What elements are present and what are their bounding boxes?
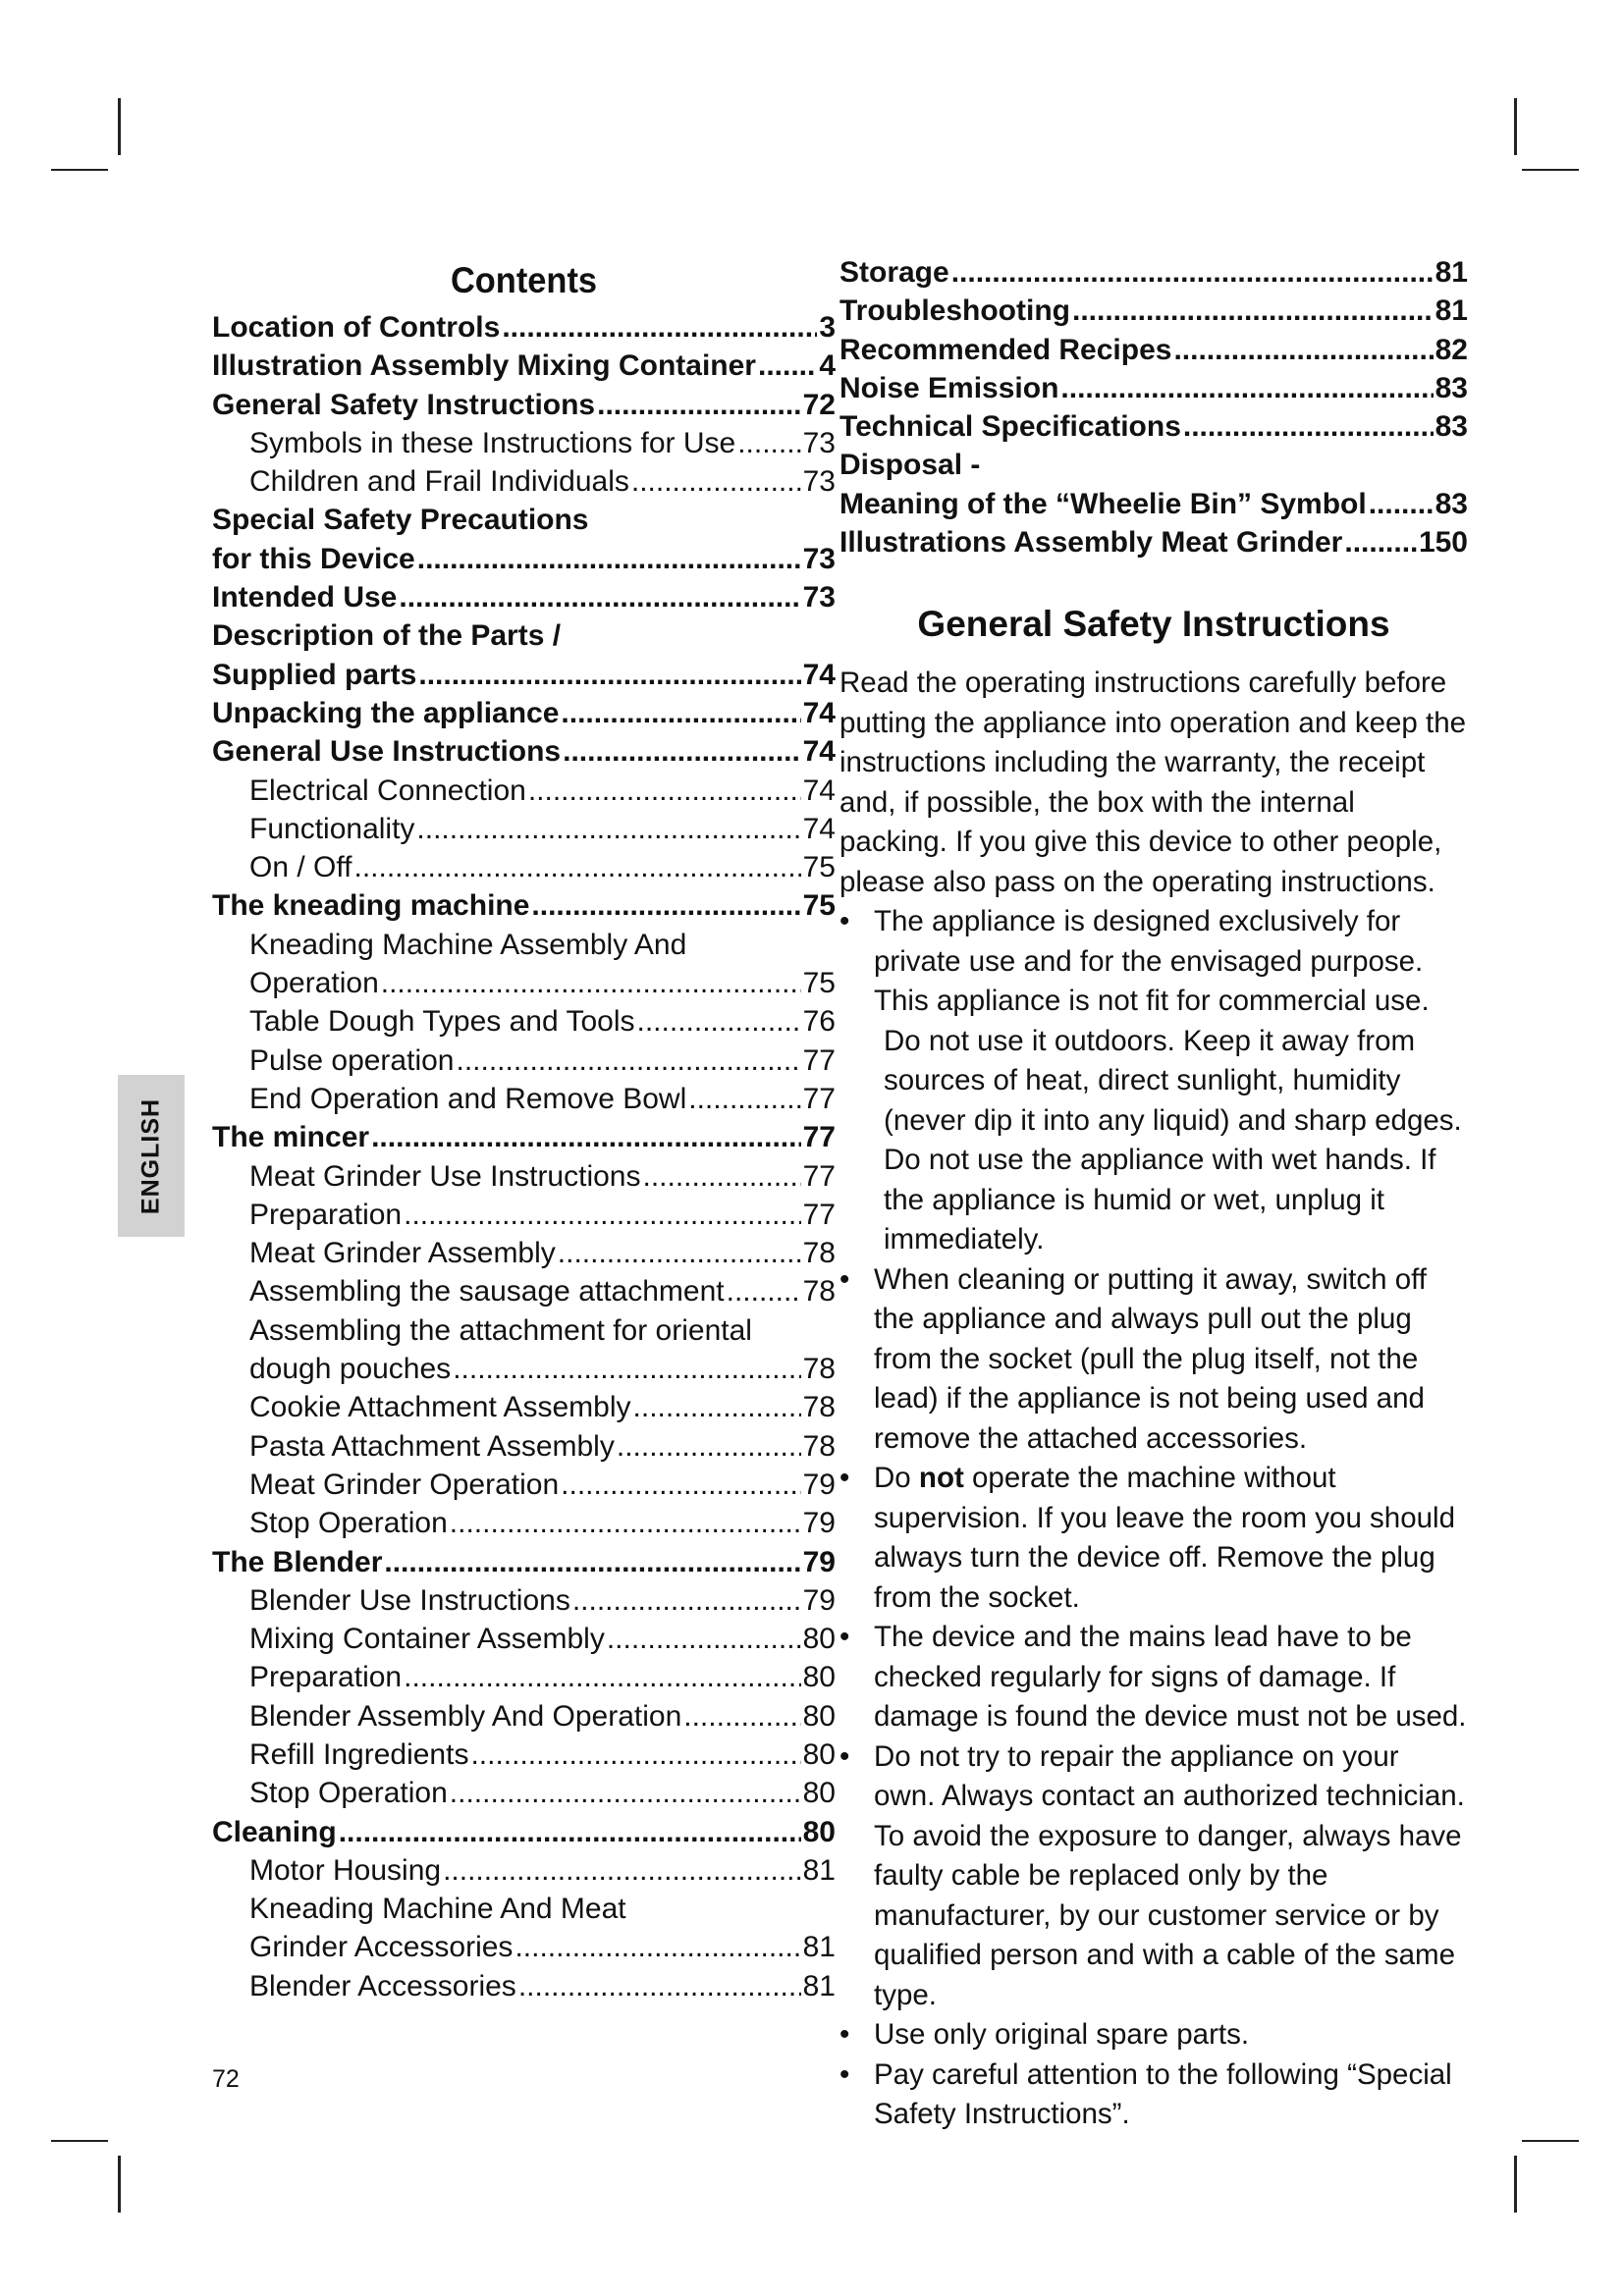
toc-entry-page: 77 [802, 1159, 836, 1193]
toc-dot-leader [951, 253, 1434, 292]
safety-bullet: • Use only original spare parts. [839, 2015, 1468, 2056]
toc-entry-title: Intended Use [212, 581, 398, 614]
toc-entry-page: 81 [802, 1931, 836, 1964]
toc-entry-page: 74 [802, 696, 836, 729]
toc-entry-page: 80 [802, 1623, 836, 1656]
toc-entry-page: 73 [802, 426, 836, 459]
toc-entry [212, 1543, 836, 1581]
toc-entry-page: 75 [802, 851, 836, 884]
toc-dot-leader [637, 1002, 801, 1041]
toc-entry-page: 80 [802, 1699, 836, 1733]
toc-entry [212, 1774, 836, 1812]
toc-entry-title: Blender Use Instructions [249, 1583, 570, 1617]
crop-mark [51, 2140, 108, 2142]
safety-bullet: • Do not try to repair the appliance on your own. Always contact an authorized technician. To avoid the exposure to danger, always have faulty cable be replaced only by the manufacturer, by our customer service or by qualified person and with a cable of the same type. [839, 1737, 1468, 2016]
toc-entry-title: Meat Grinder Assembly [249, 1237, 556, 1270]
toc-entry [212, 1234, 836, 1272]
toc-entry [212, 616, 836, 655]
toc-entry-page: 77 [802, 1198, 836, 1231]
toc-entry-page: 77 [802, 1043, 836, 1077]
toc-entry [212, 462, 836, 501]
toc-entry [839, 292, 1468, 330]
toc-entry-title: Assembling the attachment for oriental [249, 1313, 752, 1347]
toc-entry-title: Pulse operation [249, 1043, 455, 1077]
toc-entry [839, 253, 1468, 292]
safety-bullet-text: Do [874, 1462, 911, 1495]
safety-bullet: • The device and the mains lead have to be checked regularly for signs of damage. If damage is found the device must not be used. [839, 1618, 1468, 1737]
safety-bullet [839, 902, 1468, 1260]
toc-dot-leader [572, 1581, 801, 1620]
toc-entry-page: 80 [802, 1661, 836, 1694]
toc-dot-leader [617, 1427, 801, 1466]
toc-dot-leader [727, 1272, 801, 1310]
toc-entry [212, 1890, 836, 1928]
toc-entry [212, 1196, 836, 1234]
toc-dot-leader [456, 1041, 800, 1080]
toc-dot-leader [514, 1928, 800, 1966]
toc-entry-title: The kneading machine [212, 889, 530, 923]
toc-entry-title: The Blender [212, 1545, 383, 1578]
toc-entry-title: Electrical Connection [249, 774, 526, 807]
crop-mark [1514, 98, 1517, 155]
toc-entry [212, 1851, 836, 1890]
toc-entry [212, 926, 836, 964]
toc-entry-page: 78 [802, 1275, 836, 1308]
toc-entry-page: 81 [1435, 294, 1468, 328]
toc-entry-title: Disposal - [839, 449, 981, 482]
safety-bullet-emphasis: not [918, 1462, 964, 1495]
toc-entry-title: Troubleshooting [839, 294, 1070, 328]
toc-dot-leader [381, 964, 801, 1002]
toc-dot-leader [1369, 485, 1434, 523]
toc-dot-leader [399, 578, 800, 616]
toc-dot-leader [563, 732, 801, 771]
toc-entry-page: 72 [802, 388, 836, 421]
toc-entry [212, 732, 836, 771]
toc-dot-leader [528, 772, 801, 810]
toc-dot-leader [417, 540, 801, 578]
contents-title: Contents [450, 260, 598, 300]
toc-entry-page: 74 [802, 774, 836, 807]
toc-dot-leader [683, 1697, 800, 1735]
toc-entry [212, 772, 836, 810]
toc-entry [839, 523, 1468, 561]
toc-entry-title: Table Dough Types and Tools [249, 1005, 635, 1039]
toc-dot-leader [688, 1080, 800, 1118]
toc-dot-leader [631, 462, 801, 501]
toc-entry-title: Technical Specifications [839, 410, 1181, 444]
toc-entry [212, 1504, 836, 1542]
toc-dot-leader [371, 1118, 801, 1156]
toc-entry-title: Refill Ingredients [249, 1737, 469, 1771]
toc-entry-title: On / Off [249, 851, 352, 884]
toc-entry-title: The mincer [212, 1121, 370, 1154]
toc-entry-page: 83 [1435, 371, 1468, 404]
toc-entry [212, 386, 836, 424]
toc-entry [212, 1813, 836, 1851]
toc-dot-leader [384, 1543, 800, 1581]
toc-entry [212, 1427, 836, 1466]
toc-entry-title: Meaning of the “Wheelie Bin” Symbol [839, 487, 1367, 520]
toc-entry [212, 810, 836, 848]
toc-entry [212, 1041, 836, 1080]
toc-entry [212, 694, 836, 732]
toc-entry-page: 82 [1435, 333, 1468, 366]
toc-dot-leader [558, 1234, 801, 1272]
language-tab [118, 1075, 185, 1237]
toc-entry-page: 77 [802, 1082, 836, 1115]
toc-dot-leader [642, 1157, 800, 1196]
toc-entry-page: 83 [1435, 410, 1468, 444]
page-number: 72 [212, 2065, 240, 2093]
safety-bullet: • Pay careful attention to the following “Special Safety Instructions”. [839, 2056, 1468, 2135]
toc-entry-page: 79 [802, 1507, 836, 1540]
toc-entry-page: 83 [1435, 487, 1468, 520]
toc-entry-title: Symbols in these Instructions for Use [249, 426, 736, 459]
toc-entry [212, 1272, 836, 1310]
toc-entry-title: Operation [249, 967, 379, 1000]
toc-dot-leader [354, 848, 801, 886]
toc-entry-page: 76 [802, 1005, 836, 1039]
crop-mark [1522, 2140, 1579, 2142]
toc-entry-title: for this Device [212, 542, 415, 575]
toc-entry [212, 424, 836, 462]
toc-dot-leader [633, 1388, 801, 1426]
toc-entry-page: 75 [802, 889, 836, 923]
toc-entry [212, 1581, 836, 1620]
crop-mark [118, 98, 121, 155]
contents-column [212, 253, 836, 2005]
crop-mark [1514, 2156, 1517, 2213]
toc-entry-page: 78 [802, 1429, 836, 1463]
safety-section-title: General Safety Instructions [917, 604, 1390, 645]
safety-intro: Read the operating instructions carefully before putting the appliance into operation and keep the instructions including the warranty, the receipt and, if possible, the box with the internal packing. If you give this device to other people, please also pass on the operating instructions. [839, 667, 1467, 898]
safety-bullet-list [839, 902, 1468, 2135]
crop-mark [118, 2156, 121, 2213]
toc-dot-leader [561, 1466, 800, 1504]
toc-entry-page: 73 [802, 581, 836, 614]
toc-entry-page: 78 [802, 1353, 836, 1386]
toc-dot-leader [470, 1735, 800, 1774]
toc-dot-leader [758, 347, 817, 385]
toc-entry-title: General Safety Instructions [212, 388, 596, 421]
toc-entry [212, 1466, 836, 1504]
toc-entry-title: Meat Grinder Operation [249, 1468, 560, 1501]
toc-entry-page: 79 [802, 1545, 836, 1578]
toc-entry-page: 81 [802, 1969, 836, 2002]
right-column [839, 253, 1468, 2135]
toc-entry [212, 501, 836, 539]
toc-entry-page: 4 [819, 349, 836, 383]
toc-entry-title: Kneading Machine And Meat [249, 1893, 626, 1926]
toc-entry-title: Illustration Assembly Mixing Container [212, 349, 756, 383]
toc-entry [212, 1967, 836, 2005]
contents-list [212, 308, 836, 2005]
toc-entry [212, 1350, 836, 1388]
toc-dot-leader [1060, 369, 1433, 407]
toc-entry-title: Description of the Parts / [212, 619, 562, 653]
toc-entry-page: 80 [802, 1815, 836, 1848]
toc-entry-page: 79 [802, 1583, 836, 1617]
toc-entry [212, 540, 836, 578]
toc-entry [212, 1002, 836, 1041]
toc-entry-title: Kneading Machine Assembly And [249, 928, 687, 961]
toc-dot-leader [1072, 292, 1434, 330]
toc-entry-title: Unpacking the appliance [212, 696, 560, 729]
crop-mark [1522, 169, 1579, 171]
safety-bullet-text: The appliance is designed exclusively for private use and for the envisaged purpose. This appliance is not fit for commercial use. [874, 905, 1430, 1018]
toc-entry [212, 578, 836, 616]
toc-dot-leader [404, 1658, 801, 1696]
toc-entry [212, 1388, 836, 1426]
toc-entry [212, 1928, 836, 1966]
toc-entry [839, 407, 1468, 446]
toc-entry-page: 74 [802, 812, 836, 845]
toc-entry-page: 78 [802, 1237, 836, 1270]
toc-entry-title: Cookie Attachment Assembly [249, 1391, 631, 1424]
toc-entry-page: 77 [802, 1121, 836, 1154]
toc-entry [839, 485, 1468, 523]
toc-entry [212, 848, 836, 886]
toc-entry-title: Noise Emission [839, 371, 1059, 404]
toc-dot-leader [518, 1967, 801, 2005]
toc-entry-title: Blender Assembly And Operation [249, 1699, 682, 1733]
toc-entry [212, 1697, 836, 1735]
safety-bullet-text: operate the machine without supervision. If you leave the room you should always turn the device off. Remove the plug from the socket. [874, 1462, 1455, 1614]
toc-entry [212, 1080, 836, 1118]
toc-entry-title: Special Safety Precautions [212, 504, 589, 537]
safety-bullet [839, 1459, 1468, 1618]
toc-dot-leader [607, 1620, 801, 1658]
toc-entry [212, 1118, 836, 1156]
toc-dot-leader [450, 1774, 801, 1812]
toc-entry [212, 1157, 836, 1196]
toc-entry-page: 79 [802, 1468, 836, 1501]
toc-dot-leader [404, 1196, 801, 1234]
crop-mark [51, 169, 108, 171]
toc-entry [839, 446, 1468, 484]
toc-entry-title: Recommended Recipes [839, 333, 1172, 366]
toc-dot-leader [1344, 523, 1417, 561]
toc-entry [212, 886, 836, 925]
toc-dot-leader [416, 810, 800, 848]
toc-entry-title: General Use Instructions [212, 735, 562, 769]
safety-bullet: • When cleaning or putting it away, switch off the appliance and always pull out the plug from the socket (pull the plug itself, not the lead) if the appliance is not being used and remove the attached accessories. [839, 1260, 1468, 1460]
toc-entry-title: Motor Housing [249, 1853, 442, 1887]
toc-entry [839, 369, 1468, 407]
toc-entry-title: Stop Operation [249, 1777, 448, 1810]
toc-entry-title: Storage [839, 256, 949, 289]
toc-dot-leader [531, 886, 800, 925]
toc-entry-title: Preparation [249, 1198, 403, 1231]
toc-entry-title: Supplied parts [212, 658, 417, 691]
toc-dot-leader [450, 1504, 801, 1542]
language-tab-label: ENGLISH [136, 1097, 165, 1214]
toc-entry-title: Blender Accessories [249, 1969, 516, 2002]
toc-dot-leader [453, 1350, 800, 1388]
toc-entry-page: 81 [1435, 256, 1468, 289]
toc-entry [212, 1620, 836, 1658]
toc-entry-title: Stop Operation [249, 1507, 448, 1540]
toc-entry-title: Functionality [249, 812, 415, 845]
toc-entry-title: End Operation and Remove Bowl [249, 1082, 687, 1115]
toc-entry-page: 78 [802, 1391, 836, 1424]
toc-entry [212, 1658, 836, 1696]
toc-entry [212, 308, 836, 347]
toc-entry [212, 1311, 836, 1350]
toc-entry-page: 3 [819, 311, 836, 344]
toc-dot-leader [339, 1813, 801, 1851]
toc-entry-page: 73 [802, 465, 836, 499]
toc-dot-leader [502, 308, 817, 347]
toc-entry-title: Pasta Attachment Assembly [249, 1429, 615, 1463]
toc-entry-title: Meat Grinder Use Instructions [249, 1159, 641, 1193]
toc-entry-title: dough pouches [249, 1353, 452, 1386]
toc-dot-leader [1183, 407, 1434, 446]
toc-entry-page: 150 [1418, 526, 1468, 560]
toc-entry [212, 656, 836, 694]
toc-entry-title: Preparation [249, 1661, 403, 1694]
toc-entry [212, 347, 836, 385]
toc-dot-leader [418, 656, 800, 694]
toc-dot-leader [737, 424, 800, 462]
toc-entry-title: Assembling the sausage attachment [249, 1275, 725, 1308]
toc-entry-page: 74 [802, 735, 836, 769]
toc-entry-title: Cleaning [212, 1815, 337, 1848]
toc-entry-title: Location of Controls [212, 311, 501, 344]
toc-entry-title: Illustrations Assembly Meat Grinder [839, 526, 1343, 560]
contents-list-continued [839, 253, 1468, 561]
toc-entry-title: Children and Frail Individuals [249, 465, 629, 499]
toc-entry-title: Grinder Accessories [249, 1931, 514, 1964]
toc-entry-page: 80 [802, 1777, 836, 1810]
toc-entry [212, 1735, 836, 1774]
toc-dot-leader [561, 694, 800, 732]
toc-entry [212, 964, 836, 1002]
toc-entry [839, 331, 1468, 369]
toc-entry-page: 75 [802, 967, 836, 1000]
toc-dot-leader [597, 386, 801, 424]
safety-bullet-note: Do not use it outdoors. Keep it away from sources of heat, direct sunlight, humidity (never dip it into any liquid) and sharp edges. Do not use the appliance with wet hands. If the appliance is humid or wet, unplug it immediately. [884, 1024, 1462, 1256]
toc-dot-leader [1173, 331, 1433, 369]
toc-entry-page: 74 [802, 658, 836, 691]
toc-entry-page: 81 [802, 1853, 836, 1887]
toc-entry-title: Mixing Container Assembly [249, 1623, 605, 1656]
toc-entry-page: 80 [802, 1737, 836, 1771]
toc-entry-page: 73 [802, 542, 836, 575]
toc-dot-leader [443, 1851, 801, 1890]
